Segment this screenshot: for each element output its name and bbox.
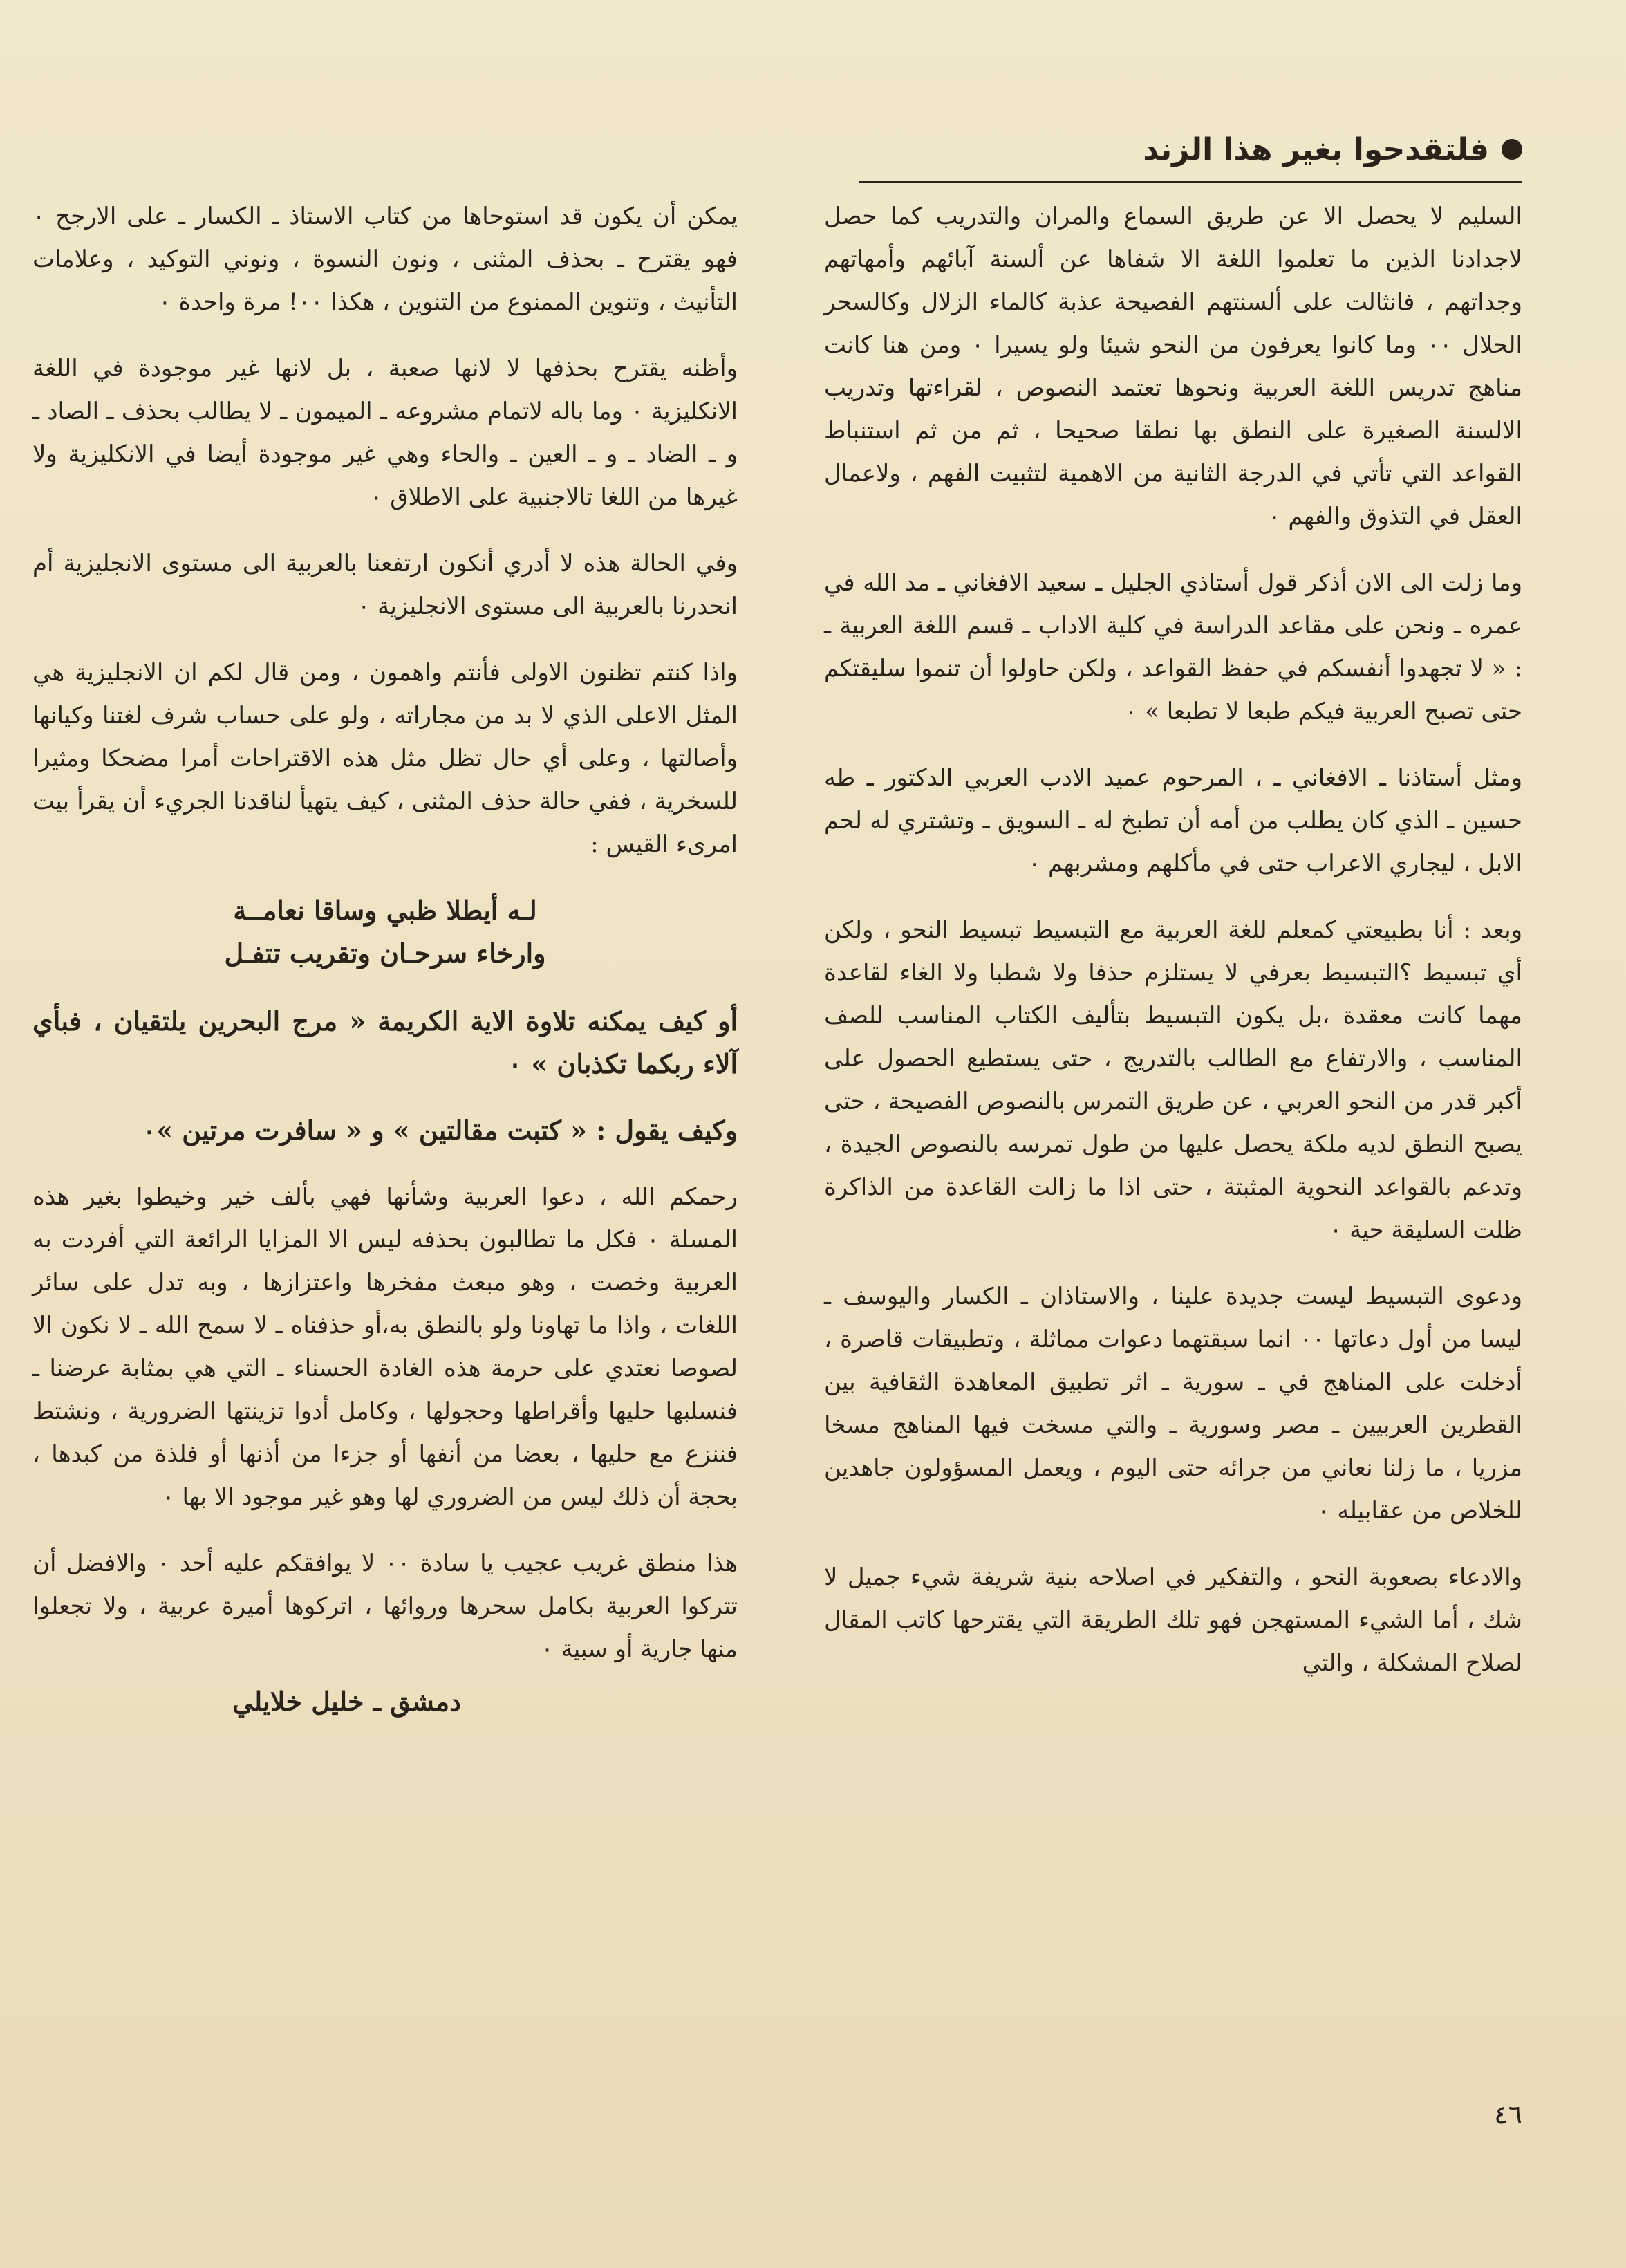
paragraph: واذا كنتم تظنون الاولى فأنتم واهمون ، ومن قال لكم ان الانجليزية هي المثل الاعلى الذي لا بد من مجاراته ، ولو على حساب شرف لغتنا وكيانها وأصالتها ، وعلى أي حال تظل مثل هذه الاقتراحات أمرا مضحكا ومثيرا للسخرية ، ففي حالة حذف المثنى ، كيف يتهيأ لناقدنا الجريء أن يقرأ بيت امرىء القيس : [32,659,738,858]
paragraph: ومثل أستاذنا ـ الافغاني ـ ، المرحوم عميد الادب العربي الدكتور ـ طه حسين ـ الذي كان يطلب من أمه أن تطبخ له ـ السويق ـ وتشتري له لحم الابل ، ليجاري الاعراب حتى في مأكلهم ومشربهم ٠ [824,764,1522,877]
article-title: فلتقدحوا بغير هذا الزند [1143,131,1489,167]
right-column [824,195,1522,1708]
paragraph: يمكن أن يكون قد استوحاها من كتاب الاستاذ ـ الكسار ـ على الارجح ٠ فهو يقترح ـ بحذف المثنى ، ونون النسوة ، ونوني التوكيد ، وعلامات التأنيث ، وتنوين الممنوع من التنوين ، هكذا ٠٠! مرة واحدة ٠ [32,203,738,316]
paragraph: السليم لا يحصل الا عن طريق السماع والمران والتدريب كما حصل لاجدادنا الذين ما تعلموا اللغة الا شفاها عن ألسنة آبائهم وأمهاتهم وجداتهم ، فانثالت على ألسنتهم الفصيحة عذبة كالماء الزلال وكالسحر الحلال ٠٠ وما كانوا يعرفون من النحو شيئا ولو يسيرا ٠ ومن هنا كانت مناهج تدريس اللغة العربية ونحوها تعتمد النصوص ، لقراءتها وتدريب الالسنة الصغيرة على النطق بها نطقا صحيحا ، ثم من ثم استنباط القواعد التي تأتي في الدرجة الثانية من الاهمية لتثبيت الفهم ، ولاعمال العقل في التذوق والفهم ٠ [824,203,1522,530]
paragraph: وأظنه يقترح بحذفها لا لانها صعبة ، بل لانها غير موجودة في اللغة الانكليزية ٠ وما باله لاتمام مشروعه ـ الميمون ـ لا يطالب بحذف ـ الصاد ـ و ـ الضاد ـ و ـ العين ـ والحاء وهي غير موجودة أيضا في الانكليزية ولا غيرها من اللغا تالاجنبية على الاطلاق ٠ [32,355,738,511]
header-rule [859,181,1522,183]
bold-paragraph: وكيف يقول : « كتبت مقالتين » و « سافرت مرتين »٠ [142,1115,738,1146]
paragraph: وما زلت الى الان أذكر قول أستاذي الجليل ـ سعيد الافغاني ـ مد الله في عمره ـ ونحن على مقاعد الدراسة في كلية الاداب ـ قسم اللغة العربية ـ : « لا تجهدوا أنفسكم في حفظ القواعد ، ولكن حاولوا أن تنموا سليقتكم حتى تصبح العربية فيكم طبعا لا تطبعا » ٠ [824,569,1522,725]
paragraph: وفي الحالة هذه لا أدري أنكون ارتفعنا بالعربية الى مستوى الانجليزية أم انحدرنا بالعربية الى مستوى الانجليزية ٠ [32,550,738,620]
paragraph: هذا منطق غريب عجيب يا سادة ٠٠ لا يوافقكم عليه أحد ٠ والافضل أن تتركوا العربية بكامل سحرها وروائها ، اتركوها أميرة عربية ، ولا تجعلوا منها جارية أو سبية ٠ [32,1550,738,1663]
bullet-icon [1502,139,1522,160]
paragraph: رحمكم الله ، دعوا العربية وشأنها فهي بألف خير وخيطوا بغير هذه المسلة ٠ فكل ما تطالبون بحذفه ليس الا المزايا الرائعة التي أفردت به العربية وخصت ، وهو مبعث مفخرها واعتزازها ، وبه تدل على سائر اللغات ، واذا ما تهاونا ولو بالنطق به،أو حذفناه ـ لا سمح الله ـ لا نكون الا لصوصا نعتدي على حرمة هذه الغادة الحسناء ـ التي هي بمثابة عرضنا ـ فنسلبها حليها وأقراطها وحجولها ، وكامل أدوا تزينتها الضرورية ، ونشتط فننزع مع حليها ، بعضا من أنفها أو جزءا من أذنها أو فلذة من كبدها ، بحجة أن ذلك ليس من الضروري لها وهو غير موجود الا بها ٠ [32,1183,738,1511]
article-header [831,122,1522,177]
paragraph: وبعد : أنا بطبيعتي كمعلم للغة العربية مع التبسيط تبسيط النحو ، ولكن أي تبسيط ؟التبسيط بعرفي لا يستلزم حذفا ولا شطبا ولا الغاء لقاعدة مهما كانت معقدة ،بل يكون التبسيط بتأليف الكتاب المناسب للصف المناسب ، والارتفاع مع الطالب بالتدريج ، حتى يستطيع الحصول على أكبر قدر من النحو العربي ، عن طريق التمرس بالنصوص الفصيحة ، حتى يصبح النطق لديه ملكة يحصل عليها من طول تمرسه بالنصوص الجيدة ، وتدعم بالقواعد النحوية المثبتة ، حتى اذا ما زالت القاعدة من الذاكرة ظلت السليقة حية ٠ [824,916,1523,1244]
page-number: ٤٦ [1494,2099,1522,2130]
bold-paragraph: أو كيف يمكنه تلاوة الاية الكريمة « مرج البحرين يلتقيان ، فبأي آلاء ربكما تكذبان » ٠ [32,1005,738,1079]
author-signature: دمشق ـ خليل خلايلي [232,1686,461,1717]
paragraph: والادعاء بصعوبة النحو ، والتفكير في اصلاحه بنية شريفة شيء جميل لا شك ، أما الشيء المستهجن فهو تلك الطريقة التي يقترحها كاتب المقال لصلاح المشكلة ، والتي [824,1563,1522,1677]
poem-verse [32,889,738,975]
poem-line: وارخاء سرحـان وتقريب تتفـل [224,938,546,969]
paragraph: ودعوى التبسيط ليست جديدة علينا ، والاستاذان ـ الكسار واليوسف ـ ليسا من أول دعاتها ٠٠ انما سبقتهما دعوات مماثلة ، وتطبيقات قاصرة ، أدخلت على المناهج في ـ سورية ـ اثر تطبيق المعاهدة الثقافية بين القطرين العربيين ـ مصر وسورية ـ والتي مسخت فيها المناهج مسخا مزريا ، ما زلنا نعاني من جرائه حتى اليوم ، ويعمل المسؤولون جاهدين للخلاص من عقابيله ٠ [824,1283,1522,1525]
left-column [32,195,738,1723]
poem-line: لـه أيطلا ظبي وساقا نعامــة [233,895,537,926]
